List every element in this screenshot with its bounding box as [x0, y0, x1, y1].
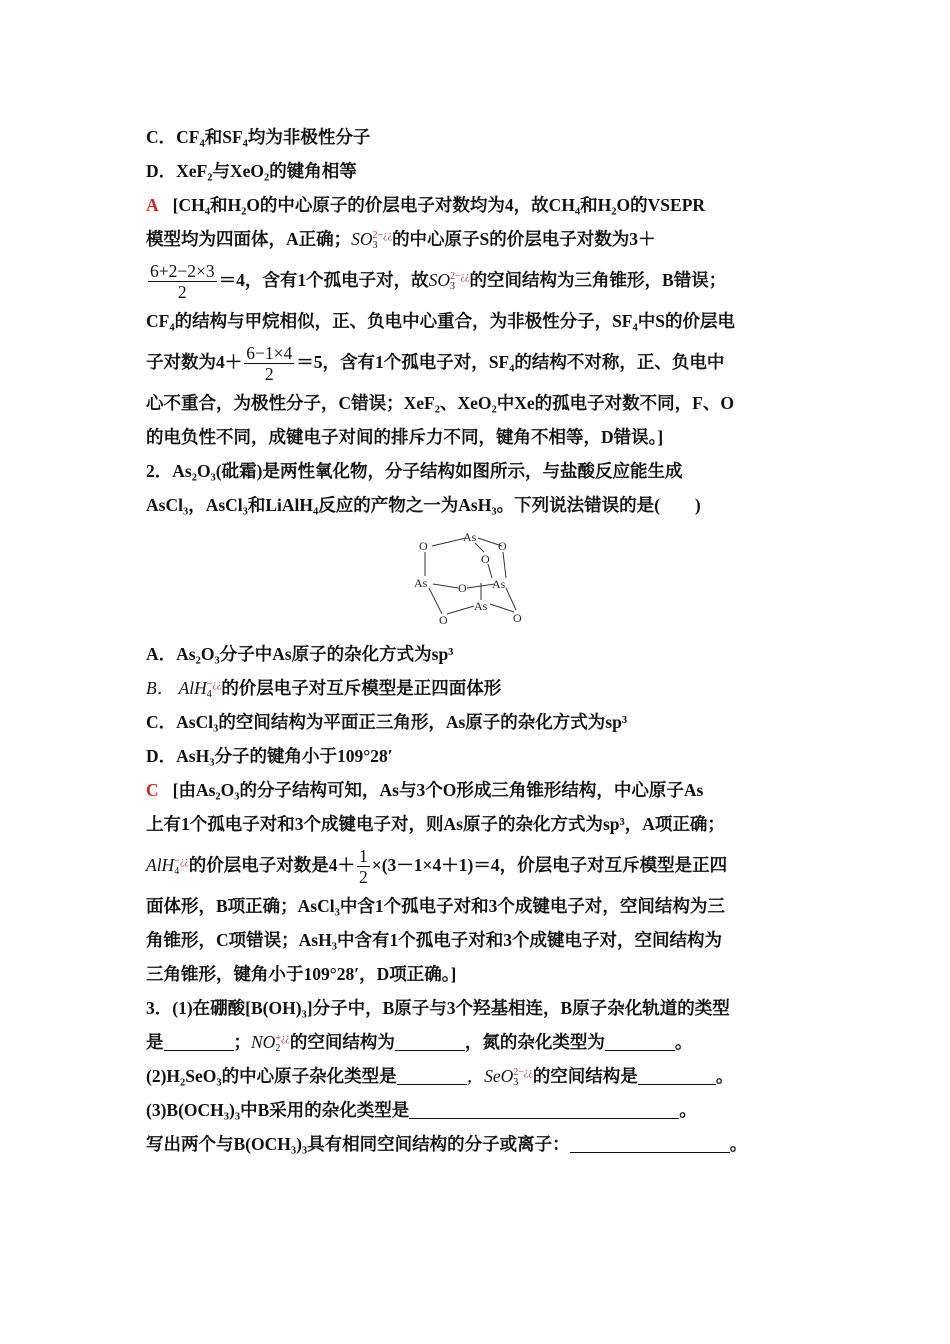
- answer-blank[interactable]: [164, 1030, 234, 1051]
- ion-sub: 4: [206, 688, 212, 700]
- ion-alh4: [179, 678, 222, 698]
- ion-base: SeO: [484, 1066, 514, 1086]
- q1-exp-text-5a: 子对数为4＋: [146, 352, 243, 372]
- q2-option-b-text: 的价层电子对互斥模型是正四面体形: [221, 678, 502, 698]
- q2-option-b-prefix: B．: [146, 678, 175, 698]
- fraction-denominator: 2: [358, 867, 368, 888]
- ion-so3: [351, 229, 392, 249]
- q2-option-b: [146, 671, 810, 705]
- ion-sup: −¿¿: [206, 678, 222, 690]
- q3-text-4a: (3)B(OCH₃)₃中B采用的杂化类型是: [146, 1100, 410, 1120]
- q1-exp-text-1: [CH₄和H₂O的中心原子的价层电子对数均为4，故CH₄和H₂O的VSEPR: [172, 195, 706, 215]
- q2-explanation-line-2: 上有1个孤电子对和3个成键电子对，则As原子的杂化方式为sp³，A项正确；: [146, 814, 725, 834]
- q3-line-4: [146, 1093, 810, 1127]
- q2-explanation-line-1: [146, 773, 810, 807]
- q1-exp-text-5b: ＝5，含有1个孤电子对，SF₄的结构不对称，正、负电中: [296, 352, 725, 372]
- ion-sup: −¿¿: [174, 855, 189, 867]
- q2-exp-text-3b: ×(3－1×4＋1)＝4，价层电子对互斥模型是正四: [371, 855, 728, 875]
- q2-stem-line-1: 2．As₂O₃(砒霜)是两性氧化物，分子结构如图所示，与盐酸反应能生成: [146, 461, 683, 481]
- ion-sup: 2−¿¿: [372, 229, 393, 241]
- q3-text-5a: 写出两个与B(OCH₃)₃具有相同空间结构的分子或离子：: [146, 1134, 570, 1154]
- ion-base: SO: [351, 229, 373, 249]
- q3-line-5: [146, 1127, 810, 1161]
- fraction-numerator: 1: [358, 846, 368, 867]
- document-page: [146, 120, 810, 1161]
- q1-option-c: C．CF₄和SF₄均为非极性分子: [146, 127, 371, 147]
- ion-sup: 2−¿¿: [513, 1066, 533, 1078]
- ion-sub: 3: [513, 1076, 519, 1088]
- q1-option-d: D．XeF₂与XeO₂的键角相等: [146, 161, 357, 181]
- ion-scripts: [513, 1068, 533, 1088]
- q2-option-a: A．As₂O₃分子中As原子的杂化方式为sp³: [146, 644, 454, 664]
- ion-scripts: [174, 857, 189, 877]
- oxygen-atom-label: O: [419, 539, 428, 553]
- q2-exp-text-1: [由As₂O₃的分子结构可知，As与3个O形成三角锥形结构，中心原子As: [172, 780, 704, 800]
- ion-scripts: [373, 231, 393, 251]
- q2-stem-line-2: AsCl₃，AsCl₃和LiAlH₄反应的产物之一为AsH₃。下列说法错误的是( ): [146, 495, 701, 515]
- q3-text-2c: 的空间结构为: [289, 1032, 395, 1052]
- ion-sub: 2: [275, 1042, 281, 1054]
- answer-blank[interactable]: [395, 1030, 465, 1051]
- as2o3-structure-diagram: [411, 526, 535, 628]
- q1-explanation-line-5: [146, 338, 810, 386]
- ion-scripts: [275, 1034, 290, 1054]
- q2-option-d: D．AsH₃分子的键角小于109°28′: [146, 746, 393, 766]
- oxygen-atom-label: O: [498, 539, 507, 553]
- arsenic-atom-label: As: [463, 530, 477, 544]
- ion-sub: 3: [372, 239, 378, 251]
- q1-answer: A: [146, 195, 159, 215]
- ion-sub: 4: [174, 865, 180, 877]
- oxygen-atom-label: O: [458, 581, 467, 595]
- q3-text-3a: (2)H₂SeO₃的中心原子杂化类型是: [146, 1066, 397, 1086]
- ion-base: SO: [428, 270, 450, 290]
- answer-blank[interactable]: [638, 1064, 716, 1085]
- q3-text-3d: 。: [715, 1066, 734, 1086]
- q1-explanation-line-2: [146, 222, 810, 256]
- ion-base: AlH: [178, 678, 207, 698]
- q2-answer: C: [146, 780, 159, 800]
- answer-blank[interactable]: [605, 1030, 675, 1051]
- q1-explanation-line-7: 的电负性不同，成键电子对间的排斥力不同，键角不相等，D错误。]: [146, 427, 664, 447]
- arsenic-atom-label: As: [414, 576, 428, 590]
- answer-blank[interactable]: [570, 1132, 730, 1153]
- q3-text-2b: ；: [233, 1032, 251, 1052]
- ion-alh4: [146, 855, 189, 875]
- q1-exp-text-2a: 模型均为四面体，A正确；: [146, 229, 352, 249]
- q2-exp-text-3a: 的价层电子对数是4＋: [188, 855, 355, 875]
- oxygen-atom-label: O: [481, 552, 490, 566]
- q2-option-c: C．AsCl₃的空间结构为平面正三角形，As原子的杂化方式为sp³: [146, 712, 628, 732]
- q2-explanation-line-3: [146, 841, 810, 889]
- fraction: [148, 261, 217, 302]
- ion-sup: 2−¿¿: [450, 270, 470, 282]
- ion-scripts: [207, 680, 222, 700]
- q2-explanation-line-4: 面体形，B项正确；AsCl₃中含1个孤电子对和3个成键电子对，空间结构为三: [146, 896, 725, 916]
- arsenic-atom-label: As: [492, 577, 506, 591]
- answer-blank[interactable]: [397, 1064, 467, 1085]
- q1-exp-text-3a: ＝4，含有1个孤电子对，故: [218, 270, 429, 290]
- q3-line-2: [146, 1025, 810, 1059]
- ion-base: AlH: [146, 855, 175, 875]
- ion-no2: [251, 1032, 290, 1052]
- q2-explanation-line-6: 三角锥形，键角小于109°28′，D项正确。]: [146, 964, 457, 984]
- ion-so3: [429, 270, 470, 290]
- q1-exp-text-2b: 的中心原子S的价层电子对数为3＋: [392, 229, 656, 249]
- fraction-numerator: 6+2−2×3: [150, 261, 215, 282]
- q2-explanation-line-5: 角锥形，C项错误；AsH₃中含有1个孤电子对和3个成键电子对，空间结构为: [146, 930, 722, 950]
- q3-line-3: [146, 1059, 810, 1093]
- arsenic-atom-label: As: [474, 599, 488, 613]
- ion-scripts: [450, 272, 470, 292]
- ion-sub: 3: [450, 280, 455, 292]
- q3-text-5b: 。: [729, 1134, 748, 1154]
- q3-text-3b: ，: [466, 1066, 485, 1086]
- q3-line-1: 3．(1)在硼酸[B(OH)₃]分子中，B原子与3个羟基相连，B原子杂化轨道的类型: [146, 998, 730, 1018]
- q1-explanation-line-3: [146, 256, 810, 304]
- q1-exp-text-3b: 的空间结构为三角锥形，B错误；: [469, 270, 727, 290]
- ion-base: NO: [251, 1032, 276, 1052]
- answer-blank[interactable]: [409, 1098, 679, 1119]
- q1-explanation-line-4: CF₄的结构与甲烷相似，正、负电中心重合，为非极性分子，SF₄中S的价层电: [146, 311, 735, 331]
- fraction: [244, 343, 294, 384]
- fraction: [357, 846, 370, 887]
- fraction-numerator: 6−1×4: [246, 343, 293, 364]
- q3-text-2e: 。: [674, 1032, 693, 1052]
- oxygen-atom-label: O: [439, 613, 448, 627]
- q3-text-4b: 。: [679, 1100, 697, 1120]
- q3-text-2d: ，氮的杂化类型为: [464, 1032, 605, 1052]
- oxygen-atom-label: O: [513, 611, 522, 625]
- ion-seo3: [484, 1066, 533, 1086]
- q1-explanation-line-1: [146, 188, 810, 222]
- ion-sup: +¿¿: [275, 1032, 290, 1044]
- q3-text-2a: 是: [146, 1032, 164, 1052]
- fraction-denominator: 2: [177, 282, 187, 303]
- q3-text-3c: 的空间结构是: [532, 1066, 638, 1086]
- fraction-denominator: 2: [264, 364, 274, 385]
- q1-explanation-line-6: 心不重合，为极性分子，C错误；XeF₂、XeO₂中Xe的孤电子对数不同，F、O: [146, 393, 734, 413]
